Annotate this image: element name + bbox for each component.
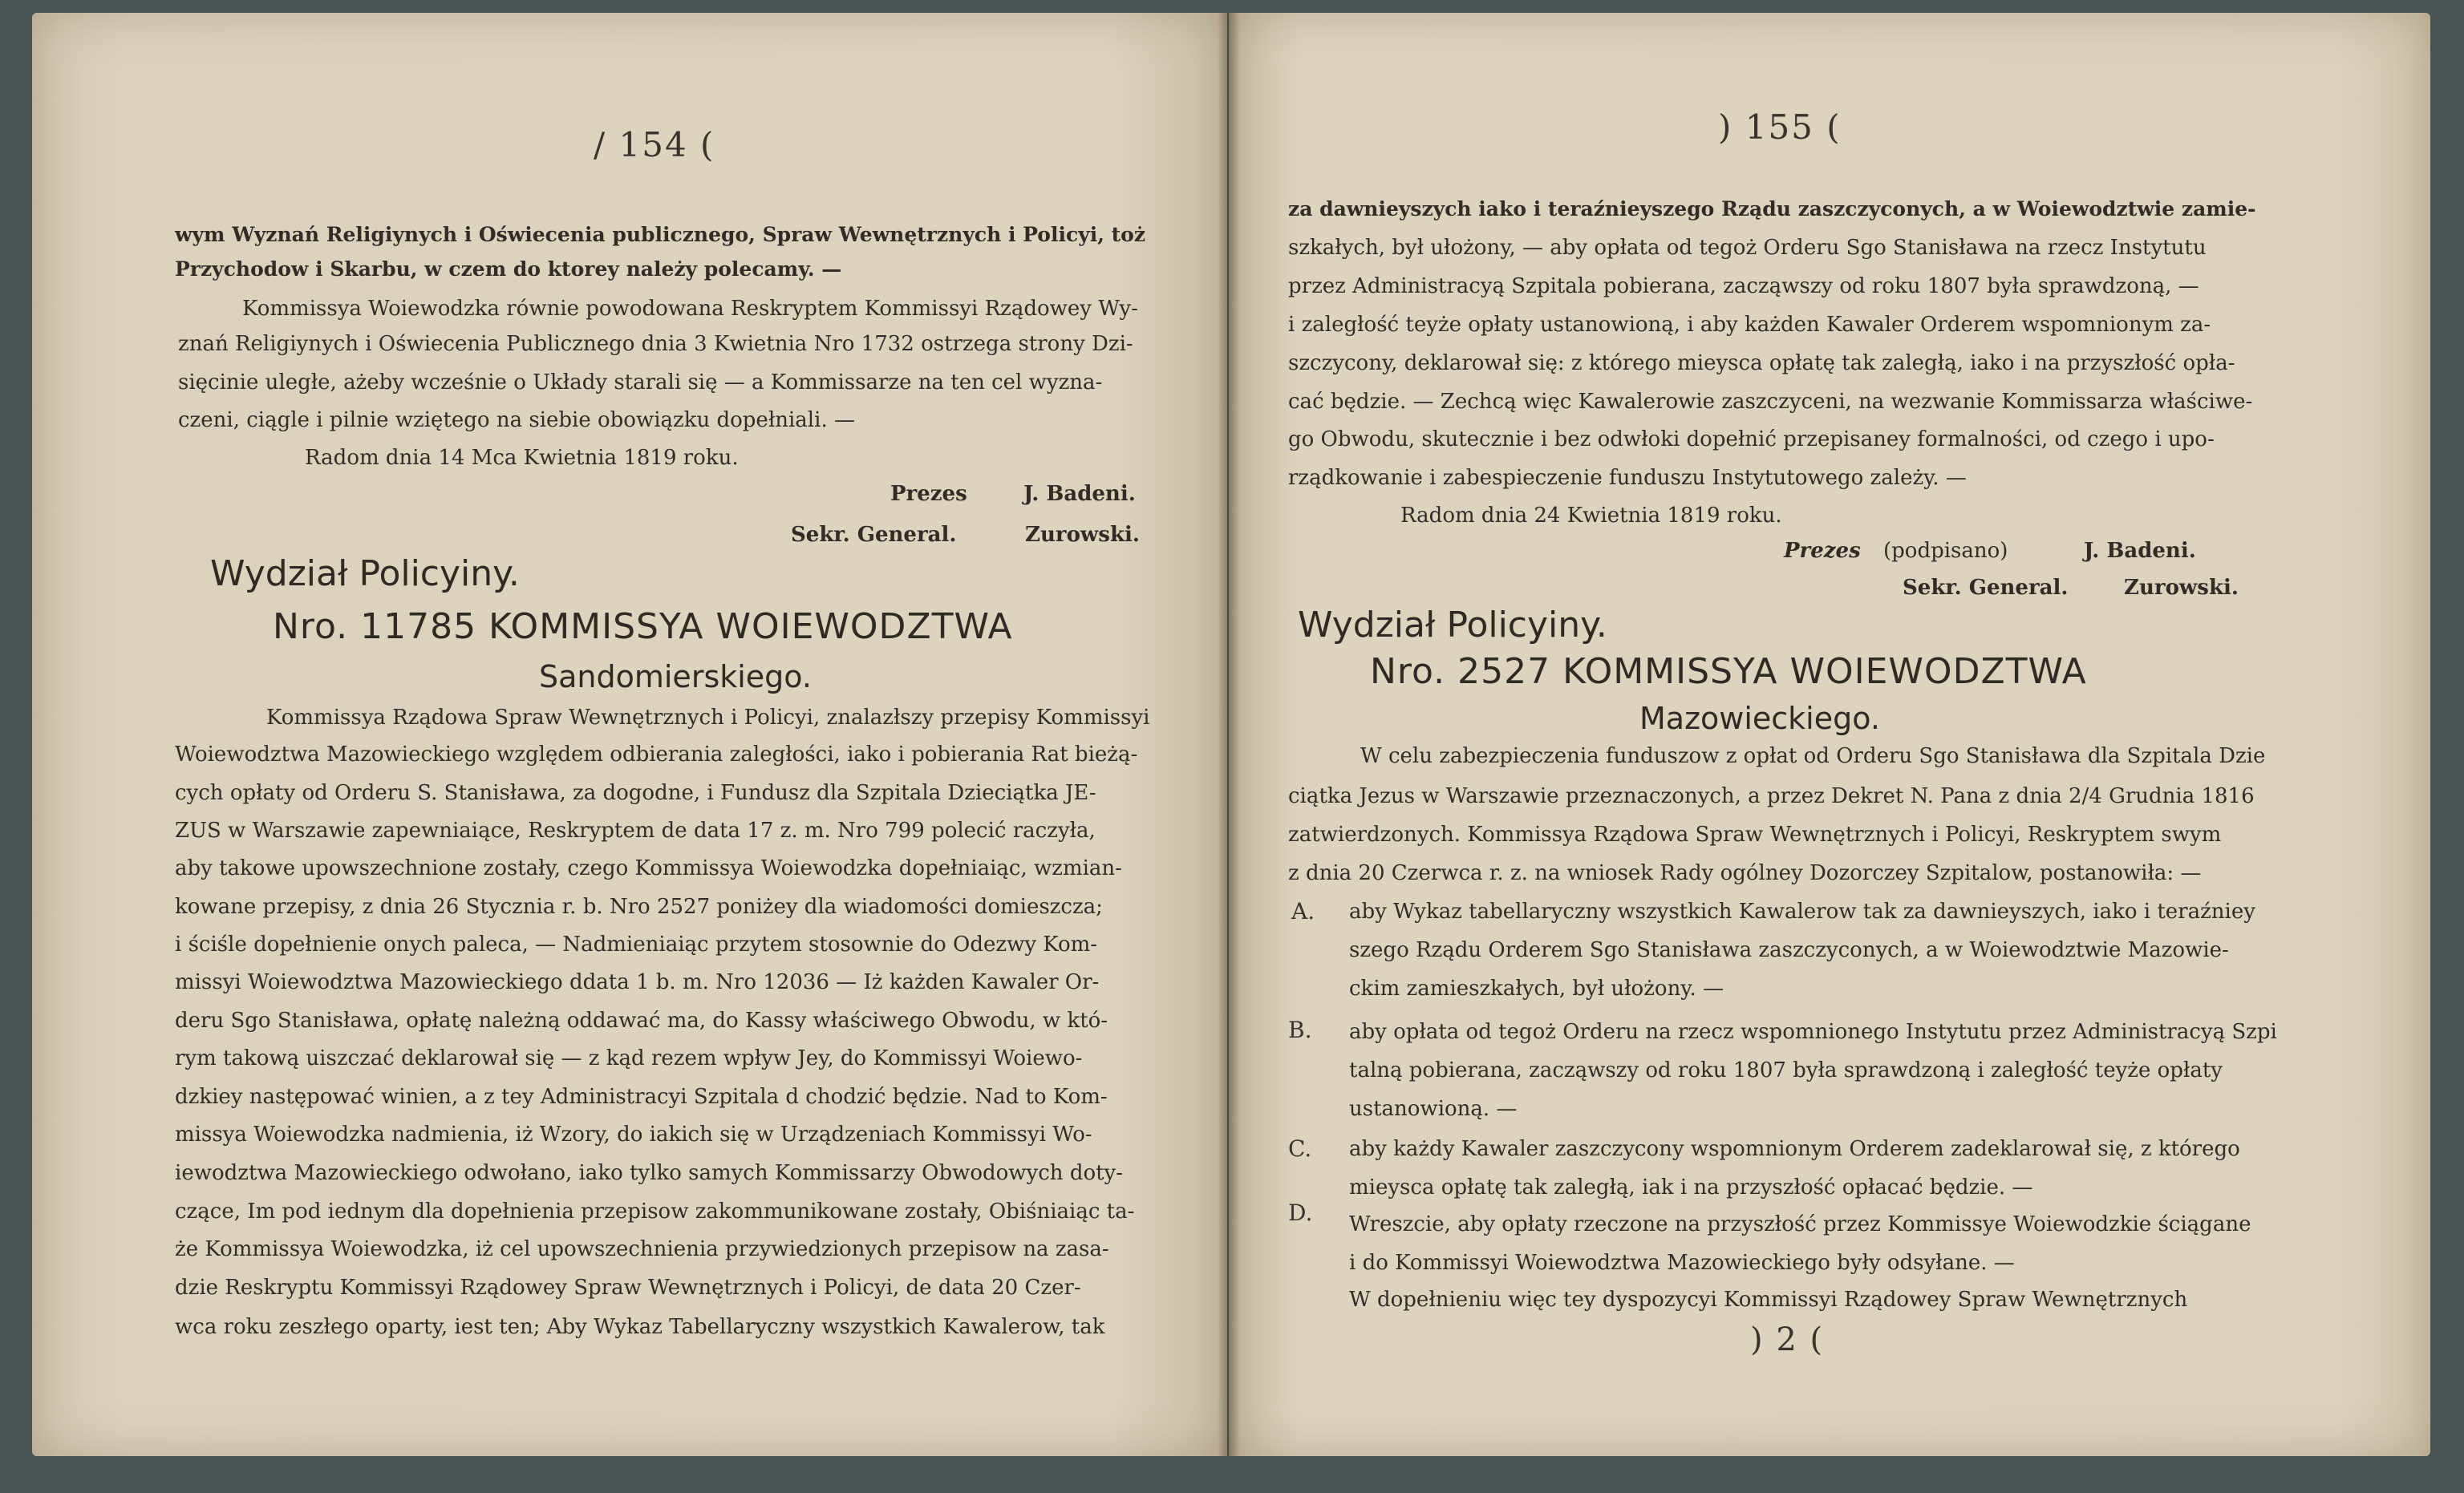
text-line: missya Woiewodzka nadmienia, iż Wzory, do iakich się w Urządzeniach Kommissyi Wo- [175,1123,1092,1147]
text-line: talną pobierana, zacząwszy od roku 1807 była sprawdzoną i zaległość teyże opłaty [1349,1058,2223,1082]
prezes-label: Prezes [1784,539,1861,563]
text-line: go Obwodu, skutecznie i bez odwłoki dopełnić przepisaney formalności, od czego i upo- [1288,427,2215,451]
right-page [1229,13,2430,1456]
date-line: Radom dnia 24 Kwietnia 1819 roku. [1400,504,1782,528]
text-line: dzie Reskryptu Kommissyi Rządowey Spraw Wewnętrznych i Policyi, de data 20 Czer- [175,1276,1081,1300]
text-line: Wreszcie, aby opłaty rzeczone na przyszłość przez Kommissye Woiewodzkie ściągane [1349,1212,2251,1236]
text-line: szczycony, deklarował się: z którego mieysca opłatę tak zaległą, iako i na przyszłość opła- [1288,351,2235,375]
text-line: zatwierdzonych. Kommissya Rządowa Spraw Wewnętrznych i Policyi, Reskryptem swym [1288,823,2222,847]
secretary-label: Sekr. General. [1903,576,2069,600]
text-line: aby opłata od tegoż Orderu na rzecz wspomnionego Instytutu przez Administracyą Szpi [1349,1020,2277,1044]
text-line: ustanowioną. — [1349,1097,1518,1121]
department-heading: Wydział Policyiny. [210,553,520,594]
text-line: z dnia 20 Czerwca r. z. na wniosek Rady ogólney Dozorczey Szpitalow, postanowiła: — [1288,861,2202,885]
text-line: i ściśle dopełnienie onych paleca, — Nadmieniaiąc przytem stosownie do Odezwy Kom- [175,933,1098,957]
text-line: czące, Im pod iednym dla dopełnienia przepisow zakommunikowane zostały, Obiśniaiąc ta- [175,1200,1135,1224]
decree-title: Nro. 11785 KOMMISSYA WOIEWODZTWA [273,606,1013,647]
item-marker-b: B. [1288,1017,1312,1043]
text-line: ZUS w Warszawie zapewniaiące, Reskryptem de data 17 z. m. Nro 799 polecić raczyła, [175,819,1096,843]
text-line: mieysca opłatę tak zaległą, iak i na przyszłość opłacać będzie. — [1349,1175,2033,1200]
prezes-label: Prezes [890,482,967,506]
text-line: sięcinie uległe, ażeby wcześnie o Układy starali się — a Kommissarze na ten cel wyzna- [178,370,1103,394]
text-line: Kommissya Rządowa Spraw Wewnętrznych i Policyi, znalazłszy przepisy Kommissyi [266,706,1150,730]
book-gutter [1218,13,1240,1456]
text-line: aby każdy Kawaler zaszczycony wspomnionym Orderem zadeklarował się, z którego [1349,1137,2240,1161]
left-page [32,13,1227,1456]
signature-mark: ) 2 ( [1750,1321,1825,1358]
text-line: rządkowanie i zabespieczenie funduszu Instytutowego zależy. — [1288,466,1967,490]
text-line: i zaległość teyże opłaty ustanowioną, i aby każden Kawaler Orderem wspomnionym za- [1288,313,2211,337]
text-line: że Kommissya Woiewodzka, iż cel upowszechnienia przywiedzionych przepisow na zasa- [175,1237,1109,1261]
text-line: szego Rządu Orderem Sgo Stanisława zaszczyconych, a w Woiewodztwie Mazowie- [1349,938,2229,962]
text-line: znań Religiynych i Oświecenia Publicznego dnia 3 Kwietnia Nro 1732 ostrzega strony Dzi- [178,332,1133,356]
text-line: cać będzie. — Zechcą więc Kawalerowie zaszczyceni, na wezwanie Kommissarza właściwe- [1288,390,2253,414]
date-line: Radom dnia 14 Mca Kwietnia 1819 roku. [305,446,739,470]
text-line: missyi Woiewodztwa Mazowieckiego ddata 1 b. m. Nro 12036 — Iż każden Kawaler Or- [175,970,1100,994]
text-line: aby takowe upowszechnione zostały, czego Kommissya Woiewodzka dopełniaiąc, wzmian- [175,856,1122,880]
page-number-left: ∕ 154 ( [594,125,715,164]
text-line: Woiewodztwa Mazowieckiego względem odbierania zaległości, iako i pobierania Rat bieżą- [175,742,1138,767]
text-line: za dawnieyszych iako i teraźnieyszego Rządu zaszczyconych, a w Woiewodztwie zamie- [1288,197,2256,221]
text-line: W dopełnieniu więc tey dyspozycyi Kommissyi Rządowey Spraw Wewnętrznych [1349,1288,2188,1312]
decree-title: Nro. 2527 KOMMISSYA WOIEWODZTWA [1370,651,2087,692]
prezes-name: J. Badeni. [2084,539,2196,563]
page-number-right: ) 155 ( [1718,107,1842,147]
secretary-label: Sekr. General. [791,523,957,547]
item-marker-a: A. [1291,898,1315,925]
text-line: ckim zamieszkałych, był ułożony. — [1349,977,1724,1001]
prezes-note: (podpisano) [1883,539,2008,563]
text-line: W celu zabezpieczenia funduszow z opłat od Orderu Sgo Stanisława dla Szpitala Dzie [1360,744,2266,768]
text-line: Kommissya Woiewodzka równie powodowana Reskryptem Kommissyi Rządowey Wy- [242,297,1138,321]
text-line: Przychodow i Skarbu, w czem do ktorey należy polecamy. — [175,257,842,281]
open-book [32,13,2430,1464]
text-line: cych opłaty od Orderu S. Stanisława, za dogodne, i Fundusz dla Szpitala Dzieciątka JE- [175,781,1096,805]
secretary-name: Zurowski. [1025,523,1140,547]
decree-region: Sandomierskiego. [539,659,812,694]
item-marker-d: D. [1288,1200,1313,1226]
department-heading: Wydział Policyiny. [1298,605,1607,645]
text-line: aby Wykaz tabellaryczny wszystkich Kawalerow tak za dawnieyszych, iako i teraźniey [1349,900,2255,924]
text-line: rym takową uiszczać deklarował się — z kąd rezem wpływ Jey, do Kommissyi Woiewo- [175,1046,1083,1070]
text-line: przez Administracyą Szpitala pobierana, zacząwszy od roku 1807 była sprawdzoną, — [1288,274,2199,298]
item-marker-c: C. [1288,1135,1312,1162]
secretary-name: Zurowski. [2124,576,2239,600]
text-line: czeni, ciągle i pilnie wziętego na siebie obowiązku dopełniali. — [178,408,855,432]
text-line: dzkiey następować winien, a z tey Administracyi Szpitala d chodzić będzie. Nad to Kom- [175,1085,1108,1109]
text-line: wym Wyznań Religiynych i Oświecenia publicznego, Spraw Wewnętrznych i Policyi, toż [175,223,1146,246]
text-line: iewodztwa Mazowieckiego odwołano, iako tylko samych Kommissarzy Obwodowych doty- [175,1161,1124,1185]
prezes-name: J. Badeni. [1023,482,1136,506]
text-line: kowane przepisy, z dnia 26 Stycznia r. b. Nro 2527 poniżey dla wiadomości domieszcza; [175,895,1103,919]
text-line: i do Kommissyi Woiewodztwa Mazowieckiego były odsyłane. — [1349,1251,2015,1275]
text-line: wca roku zeszłego oparty, iest ten; Aby Wykaz Tabellaryczny wszystkich Kawalerow, tak [175,1315,1105,1339]
decree-region: Mazowieckiego. [1639,701,1880,736]
text-line: szkałych, był ułożony, — aby opłata od tegoż Orderu Sgo Stanisława na rzecz Instytutu [1288,236,2207,260]
text-line: deru Sgo Stanisława, opłatę należną oddawać ma, do Kassy właściwego Obwodu, w któ- [175,1009,1108,1033]
text-line: ciątka Jezus w Warszawie przeznaczonych, a przez Dekret N. Pana z dnia 2/4 Grudnia 1816 [1288,784,2255,808]
